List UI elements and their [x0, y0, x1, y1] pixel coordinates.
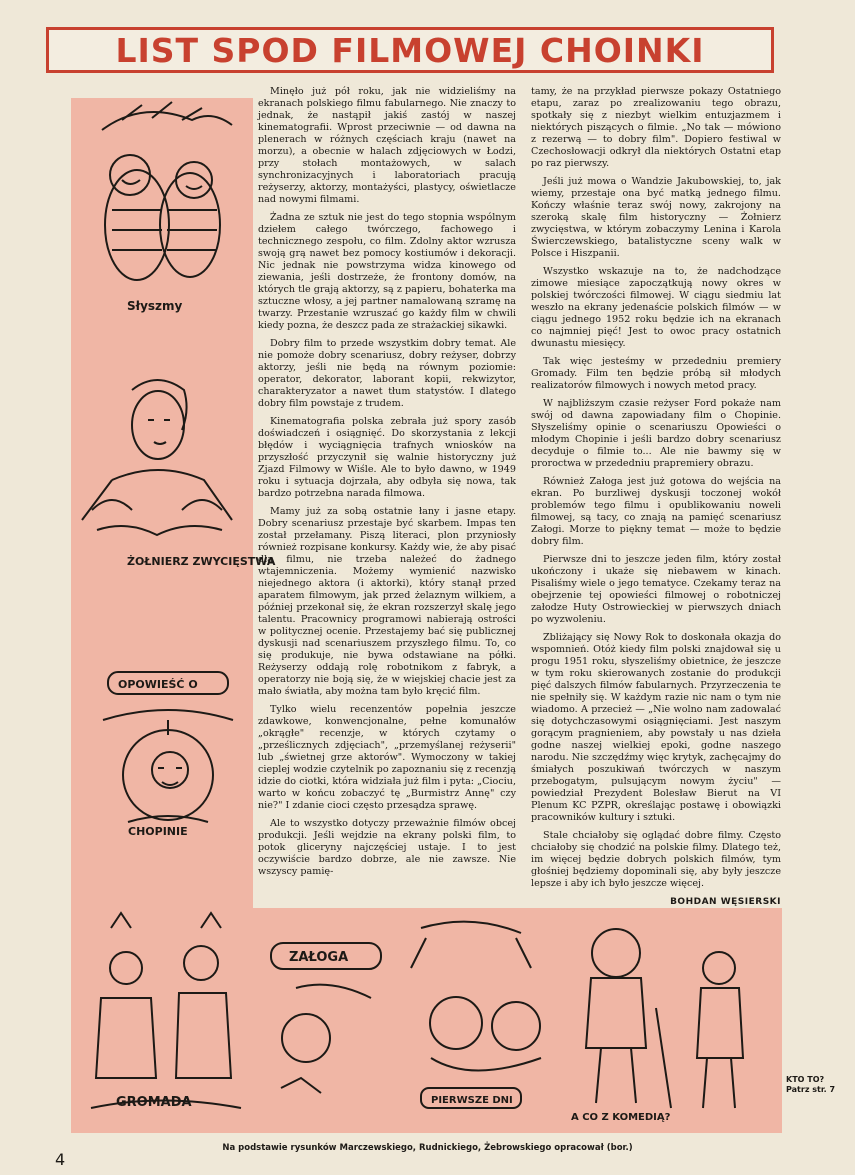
side-note-title: KTO TO? [786, 1075, 825, 1084]
label-slyszmy: Słyszmy [127, 299, 183, 313]
sketch-chopin [98, 650, 238, 840]
paragraph: W najbliższym czasie reżyser Ford pokaże nam swój od dawna zapowiadany film o Chopinie. Słyszeliśmy opinie o scenariuszu Opowieści o młodym Chopinie i jeśli bardzo dobry scenariusz decyduje o filmie to... Ale nie bawmy się w proroctwa w przededniu prapremiery obrazu. [531, 398, 781, 469]
article-title: LIST SPOD FILMOWEJ CHOINKI [115, 30, 705, 70]
label-pierwsze-dni: PIERWSZE DNI [431, 1095, 513, 1106]
label-opowiesc: OPOWIEŚĆ O [118, 678, 198, 691]
sketch-slyszmy [82, 100, 242, 320]
side-note [786, 1075, 835, 1095]
paragraph: tamy, że na przykład pierwsze pokazy Ostatniego etapu, zaraz po zrealizowaniu tego obrazu, spotkały się z niezbyt wielkim entuzjazmem i niektórych piszących o filmie. „No tak — mówiono z rezerwą — to dobry film". Dopiero festiwal w Czechosłowacji odkrył dla niektórych Ostatni etap po raz pierwszy. [531, 86, 781, 169]
paragraph: Zbliżający się Nowy Rok to doskonała okazja do wspomnień. Otóż kiedy film polski znajdował się u progu 1951 roku, słyszeliśmy obietnice, że jeszcze w tym roku skierowanych zostanie do produkcji pięć dalszych filmów fabularnych. Przyrzeczenia te nie spełniły się. W każdym razie nic nam o tym nie wiadomo. A przecież — „Nie wolno nam zadowalać się dotychczasowymi osiągnięciami. Jest naszym gorącym pragnieniem, aby powstały u nas dzieła godne naszej wielkiej epoki, godne naszego narodu. Nie szczędźmy więc krytyk, zachęcajmy do śmiałych poszukiwań twórczych w naszym przebogatym, pulsującym nowym życiu" — powiedział Prezydent Bolesław Bierut na VI Plenum KC PZPR, określając postawę i obowiązki pracowników kultury i sztuki. [531, 632, 781, 823]
label-zaloga: ZAŁOGA [289, 950, 349, 965]
paragraph: Tak więc jesteśmy w przededniu premiery Gromady. Film ten będzie próbą sił młodych realizatorów filmowych i nowych metod pracy. [531, 356, 781, 391]
paragraph: Tylko wielu recenzentów popełnia jeszcze zdawkowe, konwencjonalne, pełne komunałów „okrągłe" recenzje, w których czytamy o „prześlicznych zdjęciach", „przemyślanej reżyserii" lub „świetnej grze aktorów". Wymoczony w takiej cieplej wodzie czytelnik po zapoznaniu się z recenzją idzie do ciotki, która widziała już film i pyta: „Ciociu, warto w końcu zobaczyć tę „Burmistrz Annę" czy nie?" I zdanie cioci często przesądza sprawę. [258, 704, 516, 811]
paragraph: Mamy już za sobą ostatnie łany i jasne etapy. Dobry scenariusz przestaje być skarbem. Impas ten został przełamany. Piszą literaci, plon przyniosły również rozpisane konkursy. Każdy wie, że aby pisać dla filmu, nie trzeba należeć do żadnego wtajemniczenia. Możemy wymienić nazwisko niejednego aktora (i aktorki), który stanął przed aparatem filmowym, jak przed żelaznym wilkiem, a później przekonał się, że ekran rozszerzył skalę jego talentu. Pracownicy programowi nabierają ostrości w politycznej ocenie. Przestajemy bać się publicznej dyskusji nad scenariuszem przyszłego filmu. To, co się produkuje, nie bywa odstawiane na półki. Reżyserzy oddają rolę robotnikom z fabryk, a operatorzy nie boją się, że w wiejskiej chacie jest za mało światła, aby można tam było kręcić film. [258, 506, 516, 697]
label-gromada: GROMADA [116, 1095, 192, 1110]
label-komedia: A CO Z KOMEDIĄ? [571, 1112, 671, 1123]
paragraph: Jeśli już mowa o Wandzie Jakubowskiej, to, jak wiemy, przestaje ona być matką jednego filmu. Kończy właśnie teraz swój nowy, zakrojony na szeroką skalę film historyczny — Żołnierz zwycięstwa, w którym zobaczymy Lenina i Karola Świerczewskiego, batalistyczne sceny walk w Polsce i Hiszpanii. [531, 176, 781, 259]
author-signature: BOHDAN WĘSIERSKI [670, 897, 781, 907]
paragraph: Ale to wszystko dotyczy przeważnie filmów obcej produkcji. Jeśli wejdzie na ekrany polski film, to potok gliceryny najczęściej ustaje. I to jest oczywiście bardzo dobrze, ale nie zawsze. Nie wszyscy pamię- [258, 818, 516, 877]
label-zolnierz: ŻOŁNIERZ ZWYCIĘSTWA [127, 555, 276, 568]
illustration-credit: Na podstawie rysunków Marczewskiego, Rudnickiego, Żebrowskiego opracował (bor.) [222, 1143, 633, 1153]
sketch-zolnierz [72, 370, 276, 585]
side-note-ref: Patrz str. 7 [786, 1085, 836, 1094]
label-chopinie: CHOPINIE [128, 825, 188, 838]
article-column-2 [531, 86, 781, 908]
paragraph: Stale chciałoby się oglądać dobre filmy. Często chciałoby się chodzić na polskie filmy. Dlatego też, im więcej będzie dobrych polskich filmów, tym głośniej będziemy dopominali się, aby były jeszcze lepsze i aby ich było jeszcze więcej. [531, 830, 781, 889]
bottom-illustration-panel [71, 908, 782, 1133]
page-number: 4 [55, 1150, 66, 1169]
paragraph: Kinematografia polska zebrała już spory zasób doświadczeń i osiągnięć. Do skorzystania z lekcji błędów i wyciągnięcia trafnych wniosków na przyszłość przyczynił się walnie historyczny już Zjazd Filmowy w Wiśle. Ale to było dawno, w 1949 roku i sytuacja dojrzała, aby odbyła się nowa, tak bardzo potrzebna narada filmowa. [258, 416, 516, 499]
paragraph: Pierwsze dni to jeszcze jeden film, który został ukończony i ukaże się niebawem w kinach. Pisaliśmy wiele o jego tematyce. Czekamy teraz na obejrzenie tej opowieści filmowej o robotniczej załodze Huty Ostrowieckiej w pierwszych dniach po wyzwoleniu. [531, 554, 781, 625]
paragraph: Również Załoga jest już gotowa do wejścia na ekran. Po burzliwej dyskusji toczonej wokół problemów tego filmu i opublikowaniu noweli filmowej, są tacy, co znają na pamięć scenariusz Załogi. Morze to piękny temat — może to będzie dobry film. [531, 476, 781, 547]
paragraph: Dobry film to przede wszystkim dobry temat. Ale nie pomoże dobry scenariusz, dobry reżyser, dobrzy aktorzy, jeśli nie będą na równym poziomie: operator, dekorator, laborant kopii, rekwizytor, charakteryzator a nawet tłum statystów. I dlatego dobry film powstaje z trudem. [258, 338, 516, 409]
title-box [46, 27, 774, 73]
paragraph: Minęło już pół roku, jak nie widzieliśmy na ekranach polskiego filmu fabularnego. Nie znaczy to jednak, że nastąpił jakiś zastój w naszej kinematografii. Wprost przeciwnie — od dawna na plenerach w różnych częściach kraju (nawet na morzu), a obecnie w halach zdjęciowych w Łodzi, przy stołach montażowych, w salach synchronizacyjnych i laboratoriach pracują reżyserzy, aktorzy, montażyści, plastycy, oświetlacze nad nowymi filmami. [258, 86, 516, 205]
article-column-1 [258, 86, 516, 884]
paragraph: Żadna ze sztuk nie jest do tego stopnia wspólnym dziełem całego twórczego, fachowego i technicznego zespołu, co film. Zdolny aktor wzrusza swoją grą nawet bez pomocy kostiumów i dekoracji. Nic jednak nie powstrzyma widza kinowego od ziewania, jeśli dostrzeże, że frontony domów, na których tle grają aktorzy, są z papieru, bohaterka ma sztuczne włosy, a jej partner namalowaną szramę na twarzy. Przestanie wzruszać go każdy film w chwili kiedy pozna, że deszcz pada ze strażackiej sikawki. [258, 212, 516, 331]
paragraph: Wszystko wskazuje na to, że nadchodzące zimowe miesiące zapoczątkują nowy okres w polskiej twórczości filmowej. W ciągu siedmiu lat weszło na ekrany jedenaście polskich filmów — w ciągu jednego 1952 roku będzie ich na ekranach co najmniej pięć! Jest to owoc pracy ostatnich dwunastu miesięcy. [531, 266, 781, 349]
